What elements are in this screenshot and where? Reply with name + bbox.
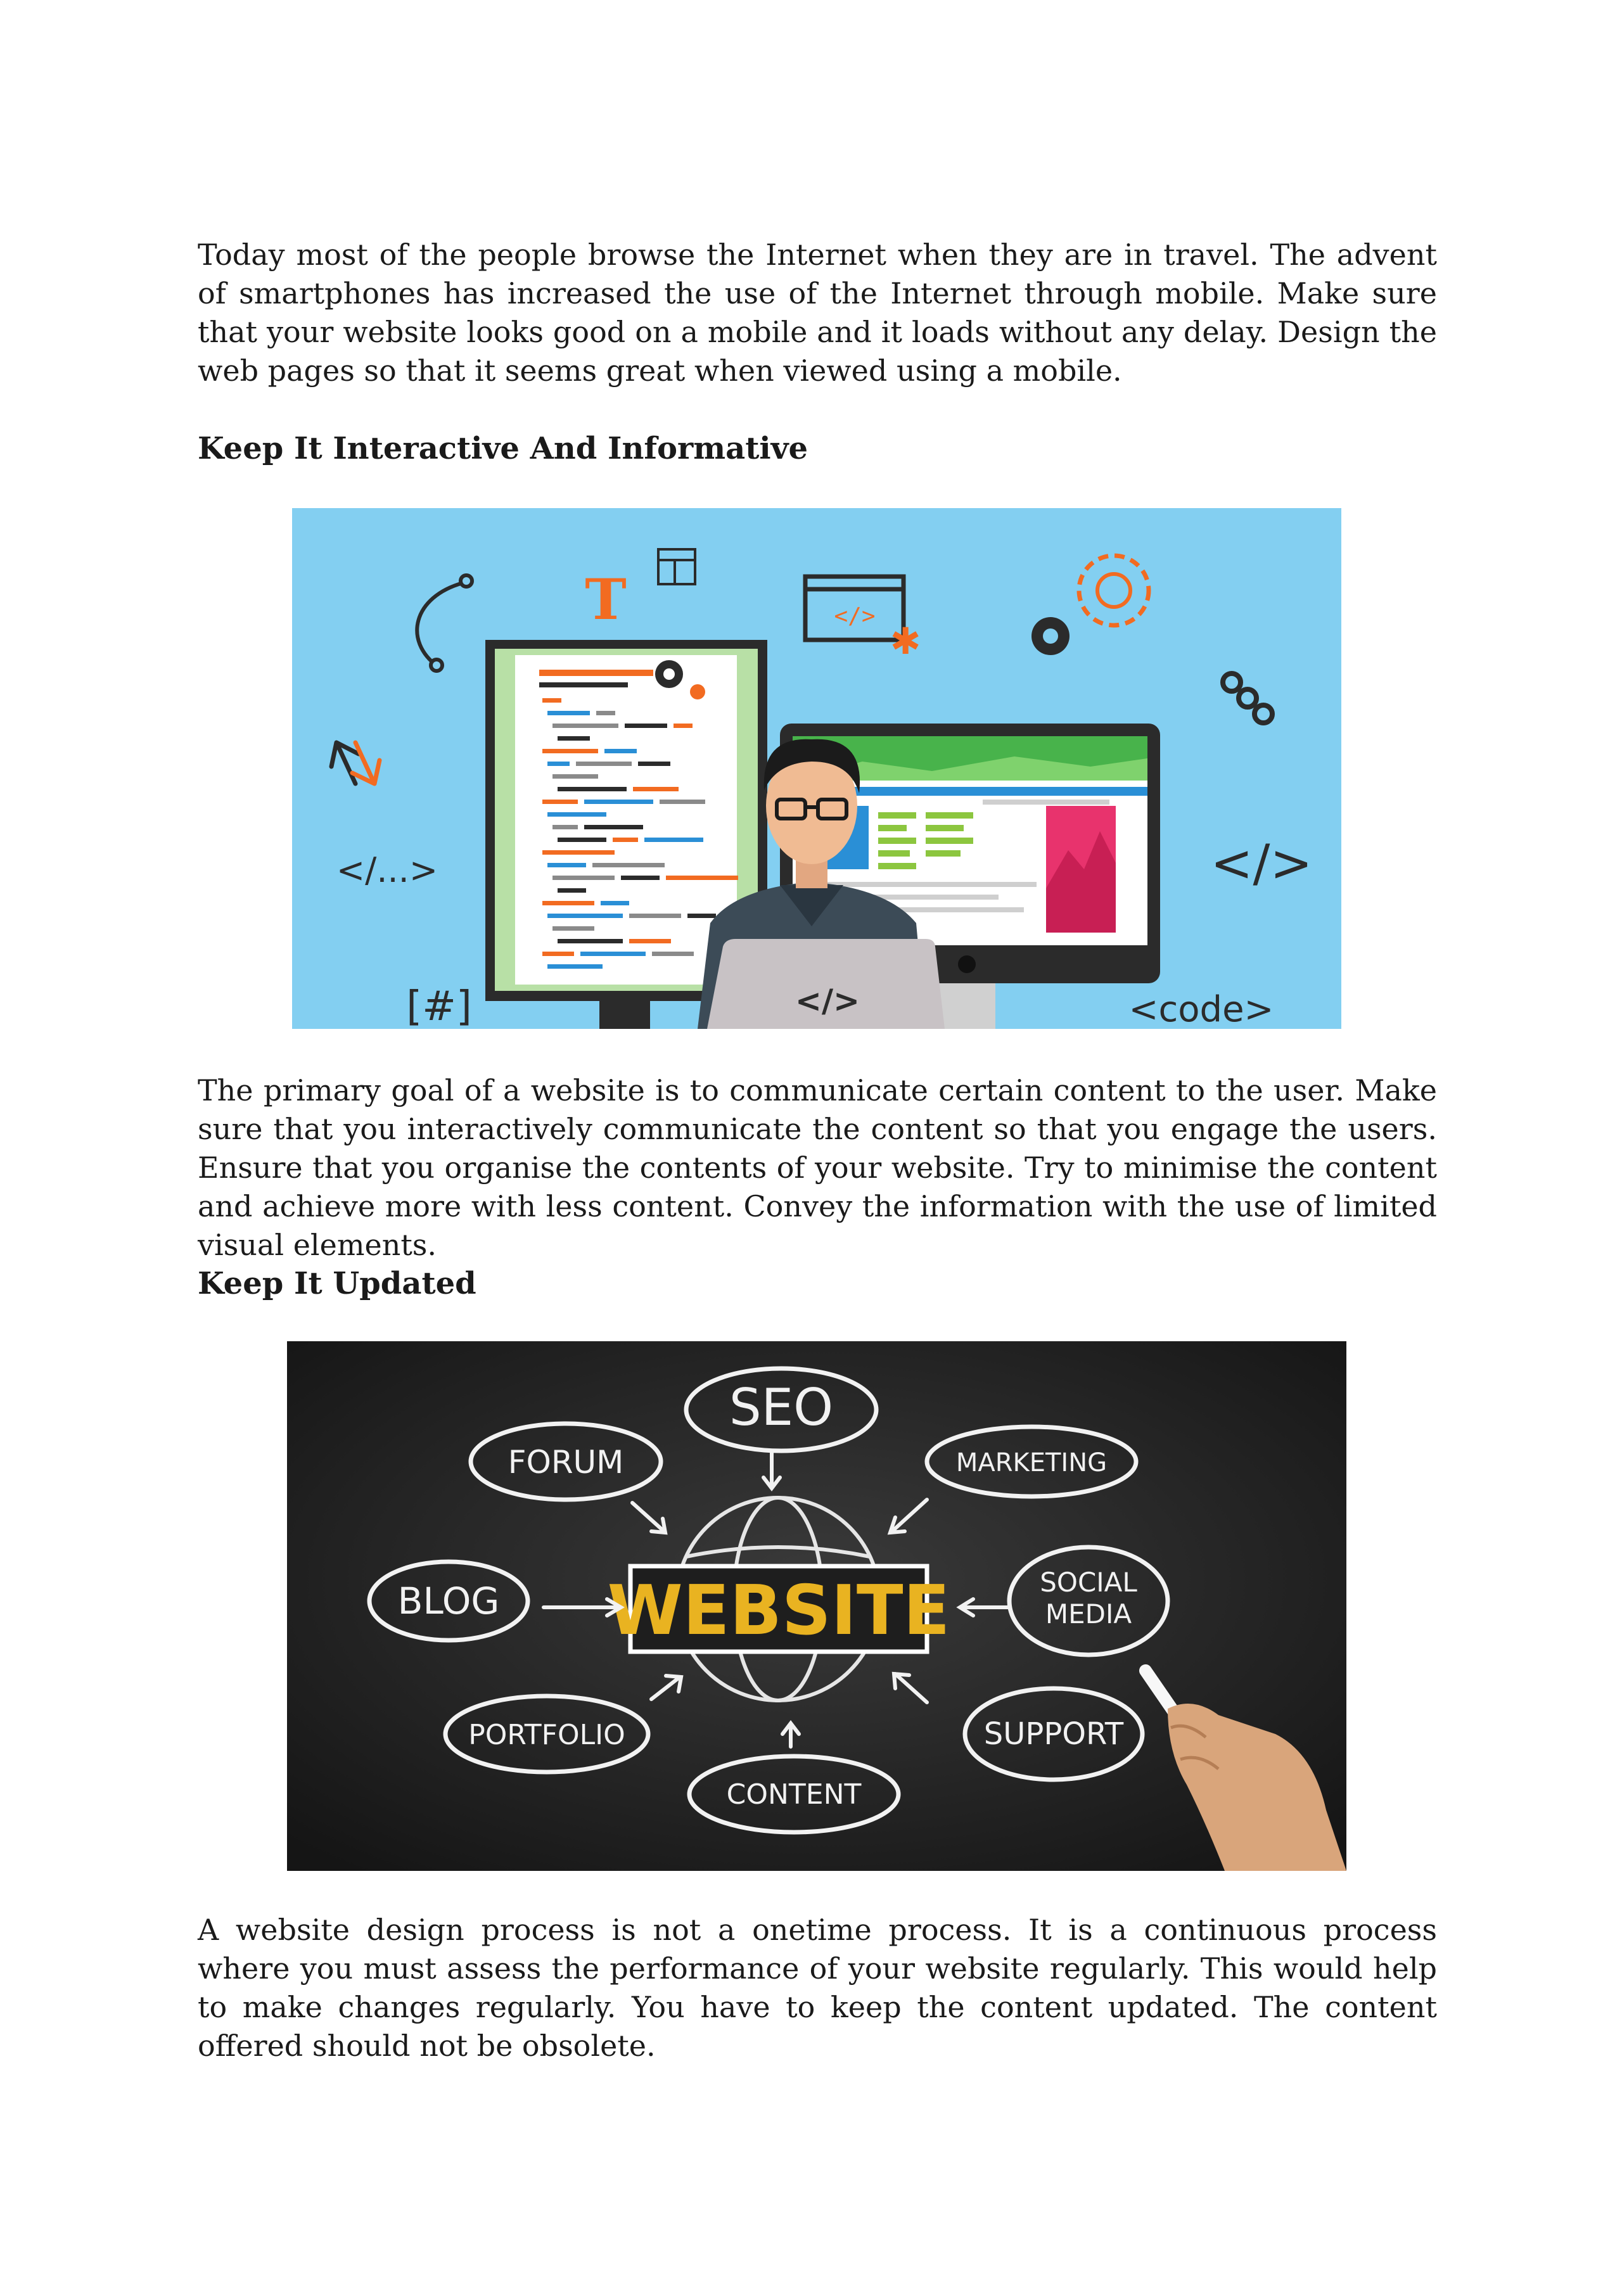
interactive-paragraph: The primary goal of a website is to communicate certain content to the user. Make sure that you interactively communicate the content so that you engage the users. Ensure that you organise the contents of your website. Try to minimise the content and achieve more with less content. Convey the information with the use of limited visual elements. — [198, 1073, 1437, 1262]
bubble-blog-label: BLOG — [397, 1579, 500, 1623]
code-line — [558, 838, 606, 842]
code-line — [666, 876, 738, 880]
bubble-social-w1: SOCIAL — [1040, 1567, 1137, 1598]
code-line — [652, 952, 694, 956]
code-line — [584, 825, 643, 829]
bubble-seo-label: SEO — [729, 1378, 834, 1437]
laptop-code-label: </> — [795, 983, 860, 1019]
code-line — [542, 698, 561, 703]
mindmap-svg — [287, 1341, 1346, 1871]
code-line — [576, 762, 632, 766]
window-code-label: </> — [834, 603, 876, 629]
code-line — [547, 964, 603, 969]
heading-updated: Keep It Updated — [198, 1266, 476, 1301]
code-line — [633, 787, 679, 791]
intro-paragraph: Today most of the people browse the Internet when they are in travel. The advent of smartphones has increased the use of the Internet through mobile. Make sure that your website looks good on a mobile and it loads without any delay. Design the web pages so that it seems great when viewed using a mobile. — [198, 238, 1437, 388]
code-line — [604, 749, 637, 753]
code-line — [674, 724, 693, 728]
code-tag-right: </> — [1210, 834, 1313, 893]
code-line — [552, 724, 618, 728]
code-line — [644, 838, 703, 842]
updated-paragraph: A website design process is not a onetime process. It is a continuous process where you must assess the performance of your website regularly. This would help to make changes regularly. You have to keep the content updated. The content offered should not be obsolete. — [198, 1913, 1437, 2063]
code-word: <code> — [1128, 989, 1274, 1029]
code-tag-left: </...> — [336, 850, 438, 890]
code-line — [596, 711, 615, 715]
code-line — [687, 914, 716, 918]
bubble-marketing-label: MARKETING — [955, 1448, 1108, 1477]
code-line — [552, 774, 598, 779]
bubble-portfolio-label: PORTFOLIO — [468, 1719, 625, 1751]
code-line — [625, 724, 667, 728]
code-line — [558, 888, 586, 893]
code-line — [638, 762, 670, 766]
code-line — [629, 914, 681, 918]
bubble-forum-label: FORUM — [508, 1444, 624, 1481]
text-tool-label: T — [585, 566, 627, 632]
code-line — [547, 914, 623, 918]
website-center-box — [608, 1566, 950, 1652]
code-line — [601, 901, 629, 905]
code-line — [542, 749, 598, 753]
code-line — [558, 787, 627, 791]
code-line — [580, 952, 646, 956]
laptop-icon — [707, 939, 945, 1029]
svg-text:✱: ✱ — [890, 620, 921, 663]
code-line — [552, 825, 578, 829]
code-line — [552, 876, 615, 880]
code-line — [629, 939, 671, 943]
code-line — [558, 939, 623, 943]
hash-tag: [#] — [406, 983, 472, 1029]
web-development-illustration — [292, 508, 1341, 1029]
bubble-support-label: SUPPORT — [983, 1716, 1124, 1752]
heading-interactive: Keep It Interactive And Informative — [198, 431, 808, 466]
code-line — [547, 812, 606, 817]
code-line — [542, 850, 615, 855]
code-line — [542, 952, 574, 956]
code-line — [542, 901, 594, 905]
code-line — [660, 800, 705, 804]
bubble-social-w2: MEDIA — [1045, 1598, 1132, 1630]
code-line — [542, 800, 578, 804]
code-line — [547, 762, 570, 766]
bubble-content-label: CONTENT — [726, 1778, 862, 1811]
website-mindmap-chalkboard — [287, 1341, 1346, 1871]
code-line — [547, 711, 590, 715]
code-line — [547, 863, 586, 867]
code-line — [613, 838, 638, 842]
website-label: WEBSITE — [607, 1571, 950, 1650]
code-line — [552, 926, 594, 931]
code-line — [621, 876, 660, 880]
code-line — [558, 736, 590, 741]
code-line — [592, 863, 665, 867]
illustration-svg — [292, 508, 1341, 1029]
code-line — [584, 800, 653, 804]
